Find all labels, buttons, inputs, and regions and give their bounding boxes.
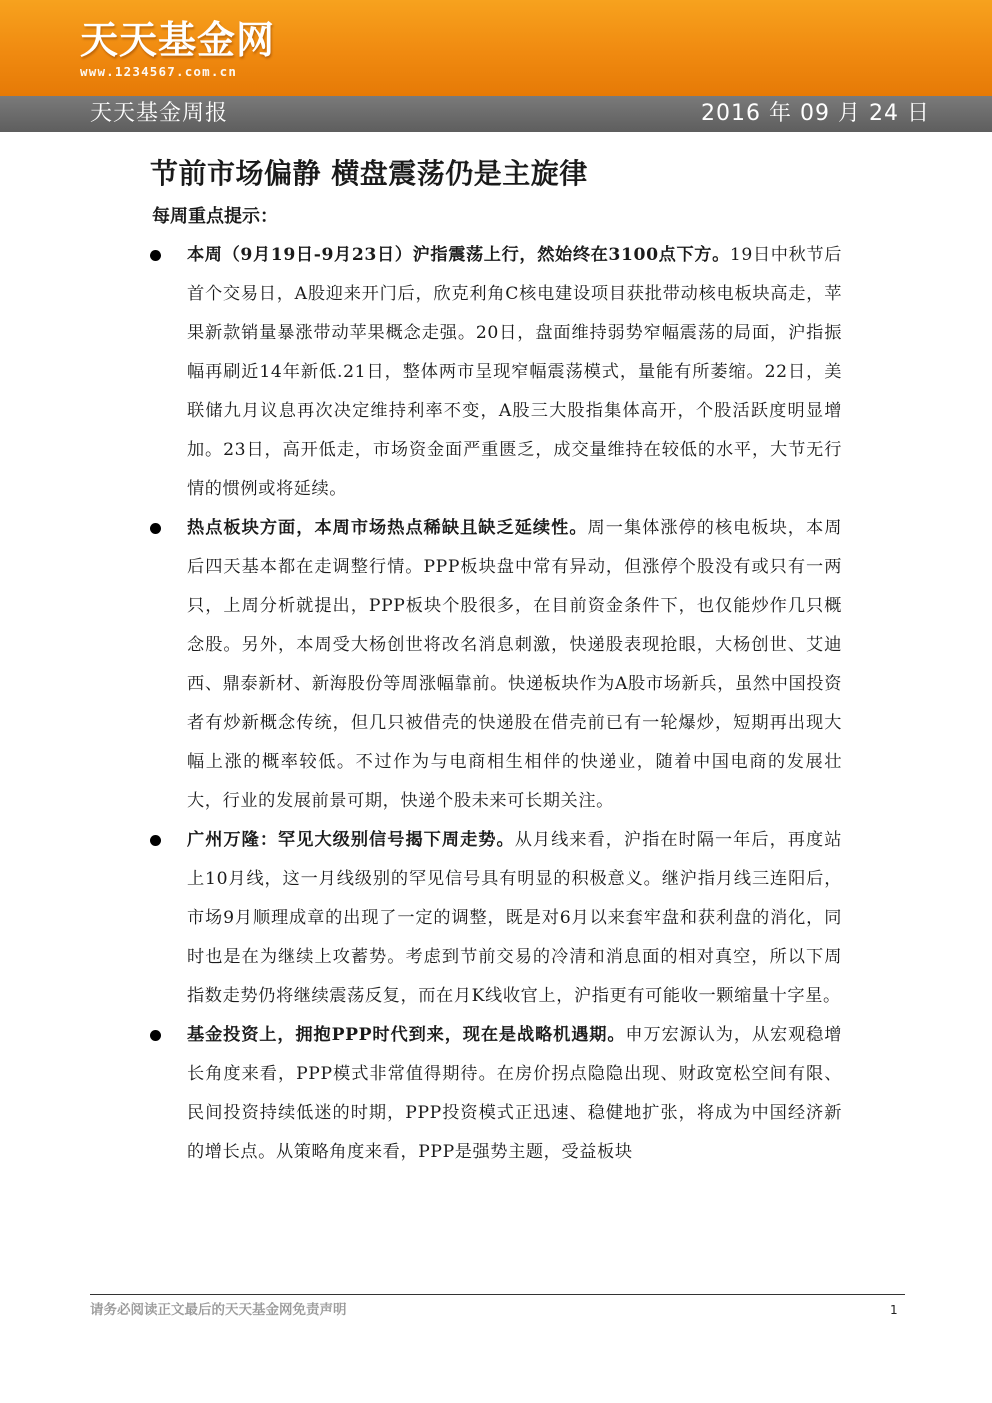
bullet-icon: [150, 1030, 161, 1041]
bullet-lead: 广州万隆：罕见大级别信号揭下周走势。: [187, 830, 515, 850]
header-banner: [0, 0, 992, 96]
report-date: 2016 年 09 月 24 日: [701, 101, 930, 126]
bullet-list: [150, 236, 842, 1172]
footer-divider: [90, 1294, 905, 1295]
bullet-icon: [150, 250, 161, 261]
bullet-body: 从月线来看，沪指在时隔一年后，再度站上10月线，这一月线级别的罕见信号具有明显的积极意义。继沪指月线三连阳后，市场9月顺理成章的出现了一定的调整，既是对6月以来套牢盘和获利盘的消化，同时也是在为继续上攻蓄势。考虑到节前交易的冷清和消息面的相对真空，所以下周指数走势仍将继续震荡反复，而在月K线收官上，沪指更有可能收一颗缩量十字星。: [187, 830, 842, 1006]
list-item: [150, 509, 842, 821]
site-url: www.1234567.com.cn: [80, 64, 238, 79]
bullet-body: 申万宏源认为，从宏观稳增长角度来看，PPP模式非常值得期待。在房价拐点隐隐出现、财政宽松空间有限、民间投资持续低迷的时期，PPP投资模式正迅速、稳健地扩张，将成为中国经济新的增长点。从策略角度来看，PPP是强势主题，受益板块: [187, 1025, 842, 1162]
list-item: [150, 236, 842, 509]
bullet-icon: [150, 835, 161, 846]
bullet-lead: 基金投资上，拥抱PPP时代到来，现在是战略机遇期。: [187, 1025, 626, 1045]
report-bar: [0, 96, 992, 132]
bullet-body: 周一集体涨停的核电板块，本周后四天基本都在走调整行情。PPP板块盘中常有异动，但涨停个股没有或只有一两只，上周分析就提出，PPP板块个股很多，在目前资金条件下，也仅能炒作几只概念股。另外，本周受大杨创世将改名消息刺激，快递股表现抢眼，大杨创世、艾迪西、鼎泰新材、新海股份等周涨幅靠前。快递板块作为A股市场新兵，虽然中国投资者有炒新概念传统，但几只被借壳的快递股在借壳前已有一轮爆炒，短期再出现大幅上涨的概率较低。不过作为与电商相生相伴的快递业，随着中国电商的发展壮大，行业的发展前景可期，快递个股未来可长期关注。: [187, 518, 842, 811]
bullet-icon: [150, 523, 161, 534]
section-label: 每周重点提示：: [152, 206, 278, 227]
page-number: 1: [890, 1303, 898, 1317]
report-name: 天天基金周报: [90, 101, 229, 126]
list-item: [150, 1016, 842, 1172]
list-item: [150, 821, 842, 1016]
bullet-lead: 本周（9月19日-9月23日）沪指震荡上行，然始终在3100点下方。: [187, 245, 730, 265]
bullet-body: 19日中秋节后首个交易日，A股迎来开门后，欣克利角C核电建设项目获批带动核电板块高走，苹果新款销量暴涨带动苹果概念走强。20日，盘面维持弱势窄幅震荡的局面，沪指振幅再刷近14年新低.21日，整体两市呈现窄幅震荡模式，量能有所萎缩。22日，美联储九月议息再次决定维持利率不变，A股三大股指集体高开，个股活跃度明显增加。23日，高开低走，市场资金面严重匮乏，成交量维持在较低的水平，大节无行情的惯例或将延续。: [187, 245, 842, 499]
site-logo: 天天基金网: [80, 17, 276, 62]
page-title: 节前市场偏静 横盘震荡仍是主旋律: [150, 157, 588, 190]
bullet-lead: 热点板块方面，本周市场热点稀缺且缺乏延续性。: [187, 518, 588, 538]
footer-disclaimer: 请务必阅读正文最后的天天基金网免责声明: [90, 1302, 347, 1318]
